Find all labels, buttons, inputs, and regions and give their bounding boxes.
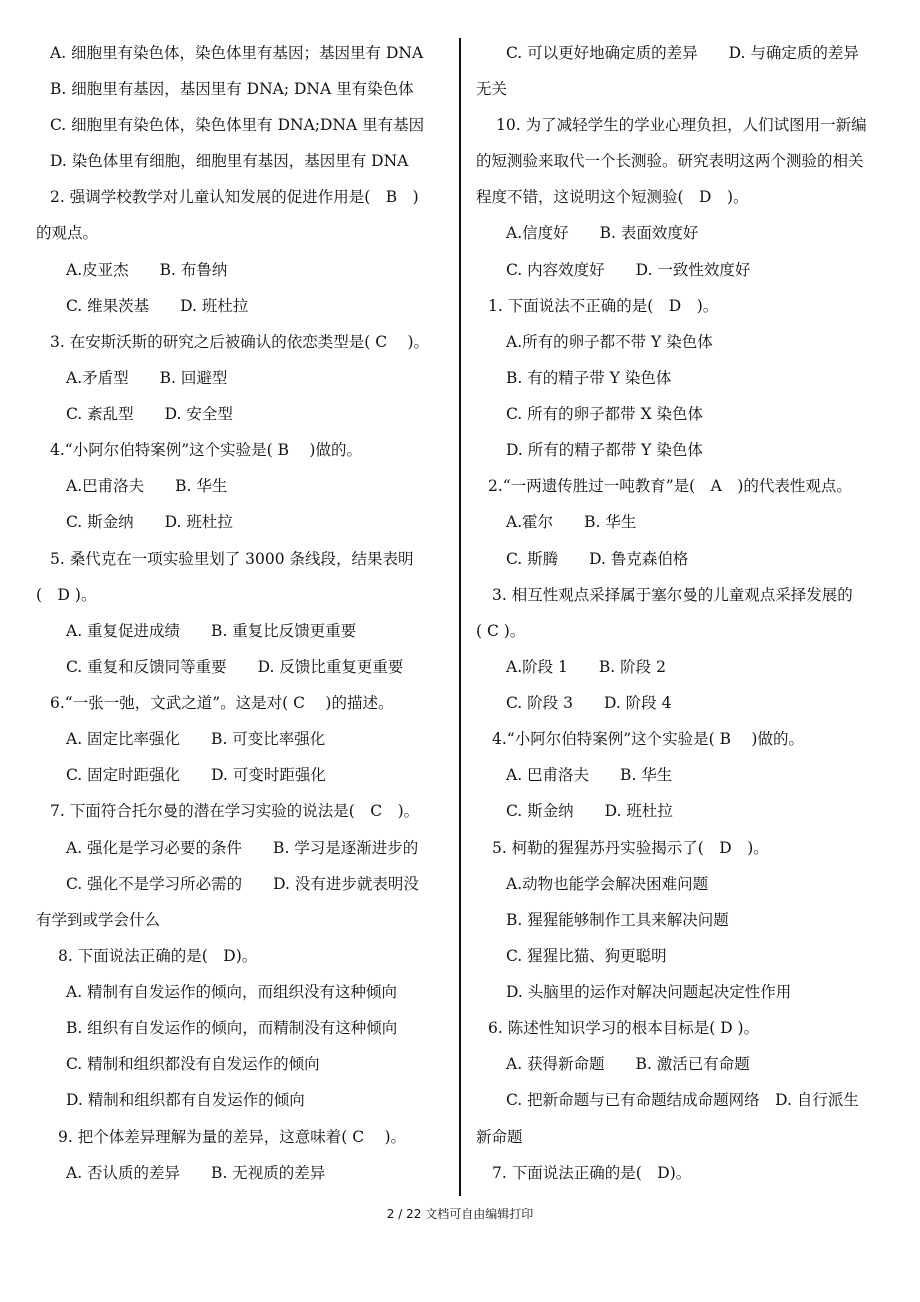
text-line: 8. 下面说法正确的是( D)。	[58, 947, 258, 965]
text-line: A. 强化是学习必要的条件 B. 学习是逐渐进步的	[66, 839, 419, 857]
text-line: A. 固定比率强化 B. 可变比率强化	[66, 730, 326, 748]
text-line: D. 头脑里的运作对解决问题起决定性作用	[506, 983, 792, 1001]
text-line: C. 精制和组织都没有自发运作的倾向	[66, 1055, 320, 1073]
text-line: C. 可以更好地确定质的差异 D. 与确定质的差异	[506, 44, 859, 62]
text-line: 6. 陈述性知识学习的根本目标是( D )。	[488, 1019, 760, 1037]
text-line: A.矛盾型 B. 回避型	[66, 369, 228, 387]
text-line: 无关	[476, 80, 508, 98]
page-footer: 2 / 22 文档可自由编辑打印	[386, 1207, 534, 1221]
text-line: 的短测验来取代一个长测验。研究表明这两个测验的相关	[476, 152, 864, 170]
text-line: 的观点。	[36, 224, 99, 242]
text-line: B. 组织有自发运作的倾向，而精制没有这种倾向	[66, 1019, 398, 1037]
text-line: A. 重复促进成绩 B. 重复比反馈更重要	[66, 622, 357, 640]
text-line: 1. 下面说法不正确的是( D )。	[488, 297, 719, 315]
text-line: C. 固定时距强化 D. 可变时距强化	[66, 766, 326, 784]
text-line: 4.“小阿尔伯特案例”这个实验是( B )做的。	[492, 730, 804, 748]
text-line: A.阶段 1 B. 阶段 2	[506, 658, 666, 676]
text-line: A. 精制有自发运作的倾向，而组织没有这种倾向	[66, 983, 398, 1001]
text-line: C. 阶段 3 D. 阶段 4	[506, 694, 672, 712]
text-line: A.所有的卵子都不带 Y 染色体	[506, 333, 713, 351]
text-line: A. 获得新命题 B. 激活已有命题	[506, 1055, 750, 1073]
text-line: C. 把新命题与已有命题结成命题网络 D. 自行派生	[506, 1091, 859, 1109]
text-line: C. 斯金纳 D. 班杜拉	[66, 513, 233, 531]
text-line: C. 斯金纳 D. 班杜拉	[506, 802, 673, 820]
text-line: A. 巴甫洛夫 B. 华生	[506, 766, 673, 784]
text-line: C. 内容效度好 D. 一致性效度好	[506, 261, 751, 279]
text-line: A.动物也能学会解决困难问题	[506, 875, 709, 893]
text-line: A. 否认质的差异 B. 无视质的差异	[66, 1164, 326, 1182]
text-line: C. 所有的卵子都带 X 染色体	[506, 405, 704, 423]
text-line: A. 细胞里有染色体，染色体里有基因；基因里有 DNA	[50, 44, 424, 62]
text-line: C. 猩猩比猫、狗更聪明	[506, 947, 667, 965]
text-line: A.巴甫洛夫 B. 华生	[66, 477, 228, 495]
text-line: C. 紊乱型 D. 安全型	[66, 405, 233, 423]
text-line: 3. 相互性观点采择属于塞尔曼的儿童观点采择发展的	[492, 586, 853, 604]
text-line: 2. 强调学校教学对儿童认知发展的促进作用是( B )	[50, 188, 419, 206]
text-line: ( C )。	[476, 622, 526, 640]
text-line: A.皮亚杰 B. 布鲁纳	[66, 261, 228, 279]
column-divider	[459, 38, 461, 1196]
text-line: 6.“一张一弛，文武之道”。这是对( C )的描述。	[50, 694, 394, 712]
text-line: C. 维果茨基 D. 班杜拉	[66, 297, 249, 315]
text-line: B. 细胞里有基因，基因里有 DNA; DNA 里有染色体	[50, 80, 414, 98]
text-line: D. 染色体里有细胞，细胞里有基因，基因里有 DNA	[50, 152, 409, 170]
text-line: 程度不错，这说明这个短测验( D )。	[476, 188, 749, 206]
text-line: 5. 柯勒的猩猩苏丹实验揭示了( D )。	[492, 839, 769, 857]
text-line: C. 细胞里有染色体，染色体里有 DNA;DNA 里有基因	[50, 116, 425, 134]
text-line: C. 斯腾 D. 鲁克森伯格	[506, 550, 689, 568]
text-line: 3. 在安斯沃斯的研究之后被确认的依恋类型是( C )。	[50, 333, 430, 351]
text-line: 有学到或学会什么	[36, 911, 161, 929]
text-line: 5. 桑代克在一项实验里划了 3000 条线段，结果表明	[50, 550, 414, 568]
text-line: 新命题	[476, 1128, 523, 1146]
text-line: C. 重复和反馈同等重要 D. 反馈比重复更重要	[66, 658, 404, 676]
text-line: 4.“小阿尔伯特案例”这个实验是( B )做的。	[50, 441, 362, 459]
text-line: A.信度好 B. 表面效度好	[506, 224, 699, 242]
text-line: 7. 下面说法正确的是( D)。	[492, 1164, 692, 1182]
text-line: ( D )。	[36, 586, 97, 604]
text-line: 7. 下面符合托尔曼的潜在学习实验的说法是( C )。	[50, 802, 420, 820]
text-line: A.霍尔 B. 华生	[506, 513, 637, 531]
text-line: 10. 为了减轻学生的学业心理负担，人们试图用一新编	[496, 116, 867, 134]
text-line: 2.“一两遗传胜过一吨教育”是( A )的代表性观点。	[488, 477, 852, 495]
text-line: B. 猩猩能够制作工具来解决问题	[506, 911, 729, 929]
text-line: B. 有的精子带 Y 染色体	[506, 369, 672, 387]
text-line: 9. 把个体差异理解为量的差异，这意味着( C )。	[58, 1128, 407, 1146]
text-line: D. 精制和组织都有自发运作的倾向	[66, 1091, 305, 1109]
text-line: C. 强化不是学习所必需的 D. 没有进步就表明没	[66, 875, 419, 893]
text-line: D. 所有的精子都带 Y 染色体	[506, 441, 703, 459]
